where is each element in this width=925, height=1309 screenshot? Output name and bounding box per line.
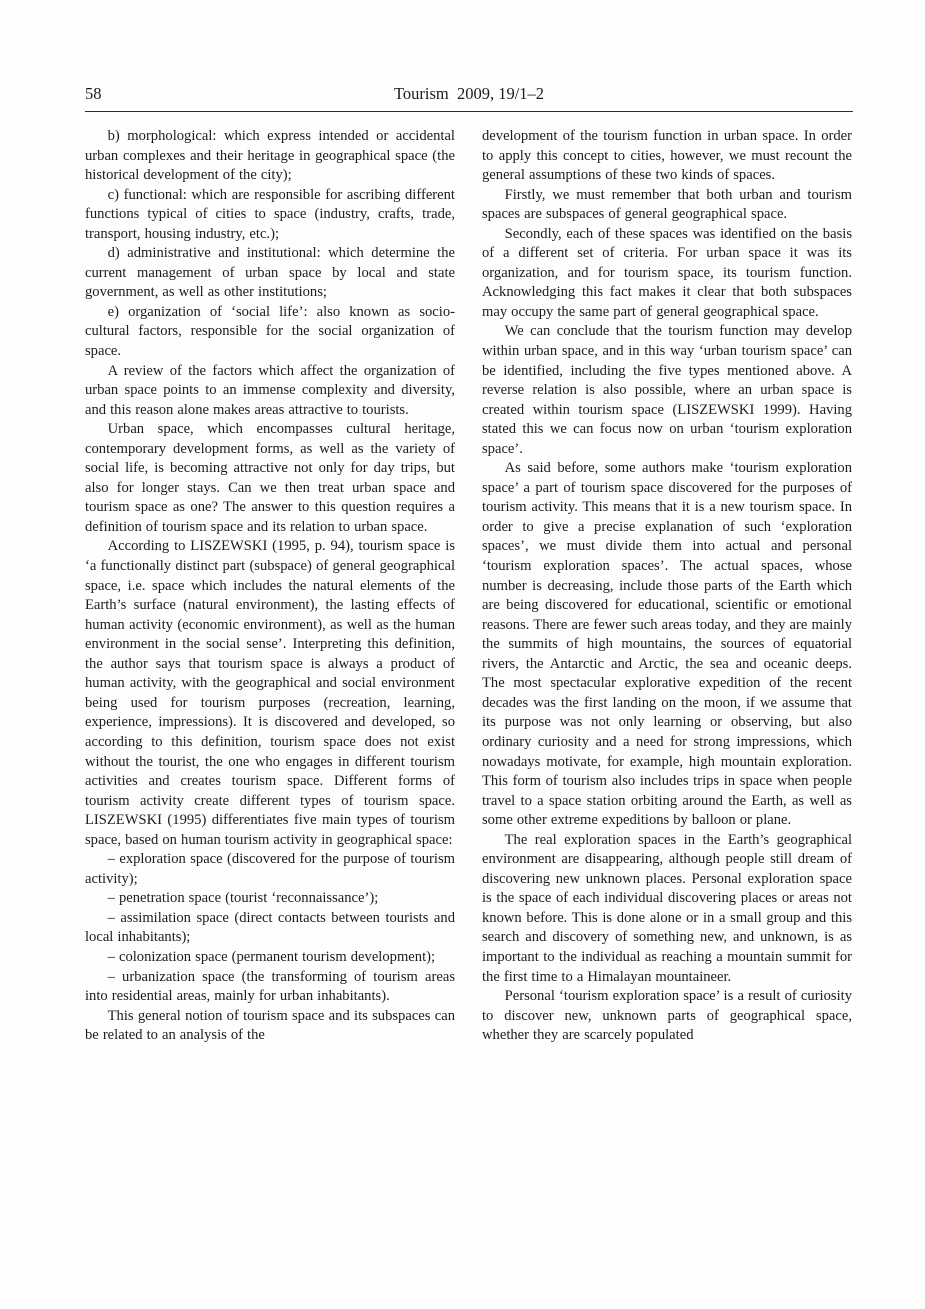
page-header — [85, 84, 853, 106]
paragraph-continuation: development of the tourism function in urban space. In order to apply this concept to cities, however, we must recount the general assumptions of these two kinds of spaces. — [482, 128, 852, 184]
paragraph-list-item-e: e) organization of ‘social life’: also known as socio-cultural factors, responsible for the social organization of space. — [85, 303, 455, 360]
left-column — [85, 127, 455, 1046]
paragraph-list-item-d: d) administrative and institutional: which determine the current management of urban space by local and state government, as well as other institutions; — [85, 245, 455, 301]
paragraph-dash-item-urbanization: – urbanization space (the transforming of tourism areas into residential areas, mainly for urban inhabitants). — [85, 968, 455, 1005]
paragraph: Secondly, each of these spaces was identified on the basis of a different set of criteria. For urban space it was its organization, and for tourism space, its tourism function. Acknowledging this fact makes it clear that both subspaces may occupy the same part of general geographical space. — [482, 225, 852, 320]
page-number: 58 — [85, 84, 102, 103]
right-column — [482, 127, 852, 1046]
paragraph-list-item-c: c) functional: which are responsible for ascribing different functions typical of cities to space (industry, crafts, trade, transport, housing industry, etc.); — [85, 186, 455, 242]
journal-title: Tourism 2009, 19/1–2 — [393, 84, 545, 103]
paragraph: We can conclude that the tourism function may develop within urban space, and in this way ‘urban tourism space’ can be identified, including the five types mentioned above. A reverse relation is also possible, where an urban space is created within tourism space (LISZEWSKI 1999). Having stated this we can focus now on urban ‘tourism exploration space’. — [482, 323, 852, 457]
header-rule — [85, 111, 853, 112]
paragraph: Personal ‘tourism exploration space’ is a result of curiosity to discover new, unknown parts of geographical space, whether they are scarcely populated — [482, 988, 852, 1044]
paragraph: The real exploration spaces in the Earth’s geographical environment are disappearing, although people still dream of discovering new unknown places. Personal exploration space is the space of each individual discovering places or areas not known before. This is done alone or in a small group and this search and discovery of something new, and unknown, is as important to the individual as reaching a mountain summit for the first time to a Himalayan mountaineer. — [482, 831, 852, 985]
paragraph: According to LISZEWSKI (1995, p. 94), tourism space is ‘a functionally distinct part (subspace) of general geographical space, i.e. space which includes the natural elements of the Earth’s surface (natural environment), the lasting effects of human activity (economic environment), as well as the human environment in the social sense’. Interpreting this definition, the author says that tourism space is always a product of human activity, with the geographical and social environment being used for tourism purposes (recreation, learning, experience, impressions). It is discovered and developed, so according to this definition, tourism space does not exist without the tourist, the one who engages in different tourism activities and creates tourism space. Different forms of tourism activity create different types of tourism space. LISZEWSKI (1995) differentiates five main types of tourism space, based on human tourism activity in geographical space: — [85, 538, 455, 848]
paragraph: A review of the factors which affect the organization of urban space points to an immense complexity and diversity, and this reason alone makes areas attractive to tourists. — [85, 362, 455, 418]
paragraph-dash-item-exploration: – exploration space (discovered for the purpose of tourism activity); — [85, 851, 455, 887]
paragraph: This general notion of tourism space and its subspaces can be related to an analysis of the — [85, 1007, 455, 1044]
paragraph-dash-item-assimilation: – assimilation space (direct contacts between tourists and local inhabitants); — [85, 909, 455, 946]
paragraph-dash-item-penetration: – penetration space (tourist ‘reconnaissance’); — [107, 890, 379, 907]
article-body — [85, 127, 853, 1046]
paragraph: Firstly, we must remember that both urban and tourism spaces are subspaces of general geographical space. — [482, 186, 852, 223]
paragraph: Urban space, which encompasses cultural heritage, contemporary development forms, as well as the variety of social life, is becoming attractive not only for day trips, but also for longer stays. Can we then treat urban space and tourism space as one? The answer to this question requires a definition of tourism space and its relation to urban space. — [85, 421, 455, 535]
paragraph-dash-item-colonization: – colonization space (permanent tourism development); — [107, 948, 436, 965]
paragraph-list-item-b: b) morphological: which express intended or accidental urban complexes and their heritage in geographical space (the historical development of the city); — [85, 128, 455, 184]
paragraph: As said before, some authors make ‘tourism exploration space’ a part of tourism space discovered for the purposes of tourism activity. This means that it is a new tourism space. In order to give a precise explanation of such ‘exploration spaces’, we must divide them into actual and personal ‘tourism exploration spaces’. The actual spaces, whose number is decreasing, include those parts of the Earth which are being discovered for educational, scientific or emotional reasons. There are fewer such areas today, and they are mainly the summits of high mountains, the sources of equatorial rivers, the Antarctic and Arctic, the sea and oceanic deeps. The most spectacular explorative expedition of the recent decades was the first landing on the moon, if we assume that its purpose was not only learning or observing, but also ordinary curiosity and a need for strong impressions, which nowadays motivate, for example, high mountain exploration. This form of tourism also includes trips in space when people travel to a space station orbiting around the Earth, as well as some other extreme expeditions by balloon or plane. — [482, 460, 852, 829]
